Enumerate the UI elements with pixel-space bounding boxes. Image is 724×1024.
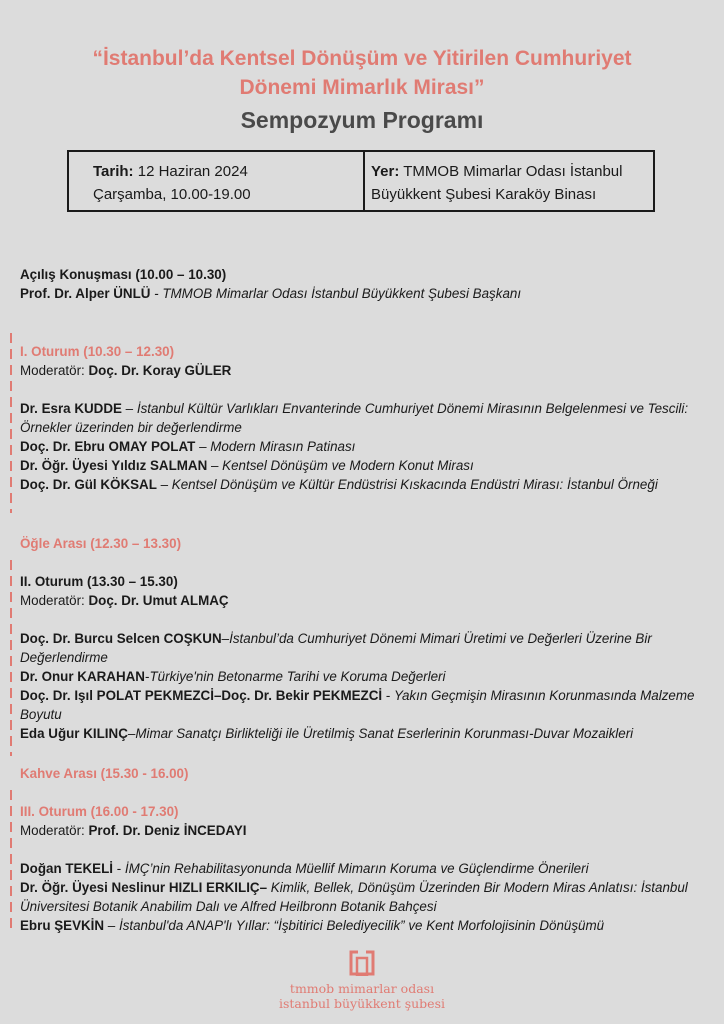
talk-item: Eda Uğur KILINÇ–Mimar Sanatçı Birlikteliği ile Üretilmiş Sanat Eserlerinin Korunması-Duvar Mozaikleri	[20, 726, 634, 741]
symposium-title: “İstanbul’da Kentsel Dönüşüm ve Yitirilen Cumhuriyet Dönemi Mimarlık Mirası”	[92, 47, 632, 99]
talk-item: Dr. Esra KUDDE – İstanbul Kültür Varlıkları Envanterinde Cumhuriyet Dönemi Mirasının Belgelenmesi ve Tescili: Örnekler üzerinden bir değerlendirme	[20, 401, 689, 435]
date-cell: Tarih: 12 Haziran 2024 Çarşamba, 10.00-19.00	[69, 152, 365, 210]
footer-logo: tmmob mimarlar odası istanbul büyükkent şubesi	[0, 950, 724, 1011]
place-cell: Yer: TMMOB Mimarlar Odası İstanbul Büyükkent Şubesi Karaköy Binası	[371, 163, 623, 203]
session1: I. Oturum (10.30 – 12.30) Moderatör: Doç. Dr. Koray GÜLER Dr. Esra KUDDE – İstanbul Kültür Varlıkları Envanterinde Cumhuriyet Dönemi Mirasının Belgelenmesi ve Tescili: Örnekler üzerinden bir değerlendirme Doç. Dr. Ebru OMAY POLAT – Modern Mirasın Patinası Dr. Öğr. Üyesi Yıldız SALMAN – Kentsel Dönüşüm ve Modern Konut Mirası Doç. Dr. Gül KÖKSAL – Kentsel Dönüşüm ve Kültür Endüstrisi Kıskacında Endüstri Mirası: İstanbul Örneği	[20, 342, 710, 494]
opening-heading: Açılış Konuşması (10.00 – 10.30)	[20, 267, 227, 282]
page-subtitle: Sempozyum Programı	[240, 107, 484, 133]
talk-item: Doç. Dr. Gül KÖKSAL – Kentsel Dönüşüm ve Kültür Endüstrisi Kıskacında Endüstri Mirası: İstanbul Örneği	[20, 477, 658, 492]
opening-section: Açılış Konuşması (10.00 – 10.30) Prof. Dr. Alper ÜNLÜ - TMMOB Mimarlar Odası İstanbul Büyükkent Şubesi Başkanı	[20, 267, 522, 301]
session3: III. Oturum (16.00 - 17.30) Moderatör: Prof. Dr. Deniz İNCEDAYI Doğan TEKELİ - İMÇ’nin Rehabilitasyonunda Müellif Mimarın Koruma ve Güçlendirme Önerileri Dr. Öğr. Üyesi Neslinur HIZLI ERKILIÇ– Kimlik, Bellek, Dönüşüm Üzerinden Bir Modern Miras Anlatısı: İstanbul Üniversitesi Botanik Anabilim Dalı ve Alfred Heilbronn Botanik Bahçesi Ebru ŞEVKİN – İstanbul'da ANAP'lı Yıllar: “İşbitirici Belediyecilik” ve Kent Morfolojisinin Dönüşümü	[20, 802, 710, 935]
tmmob-logo-icon	[349, 950, 375, 976]
session3-divider	[10, 790, 12, 930]
session1-heading: I. Oturum (10.30 – 12.30)	[20, 344, 175, 359]
session2: II. Oturum (13.30 – 15.30) Moderatör: Doç. Dr. Umut ALMAÇ Doç. Dr. Burcu Selcen COŞKUN–İstanbul’da Cumhuriyet Dönemi Mimari Üretimi ve Değerleri Üzerine Bir Değerlendirme Dr. Onur KARAHAN-Türkiye'nin Betonarme Tarihi ve Koruma Değerleri Doç. Dr. Işıl POLAT PEKMEZCİ–Doç. Dr. Bekir PEKMEZCİ - Yakın Geçmişin Mirasının Korunmasında Malzeme Boyutu Eda Uğur KILINÇ–Mimar Sanatçı Birlikteliği ile Üretilmiş Sanat Eserlerinin Korunması-Duvar Mozaikleri	[20, 572, 710, 743]
talk-item: Doğan TEKELİ - İMÇ’nin Rehabilitasyonunda Müellif Mimarın Koruma ve Güçlendirme Önerileri	[20, 861, 589, 876]
session1-divider	[10, 333, 12, 513]
talk-item: Doç. Dr. Burcu Selcen COŞKUN–İstanbul’da Cumhuriyet Dönemi Mimari Üretimi ve Değerleri Üzerine Bir Değerlendirme	[20, 631, 652, 665]
coffee-break: Kahve Arası (15.30 - 16.00)	[20, 766, 189, 781]
talk-item: Dr. Onur KARAHAN-Türkiye'nin Betonarme Tarihi ve Koruma Değerleri	[20, 669, 446, 684]
talk-item: Dr. Öğr. Üyesi Neslinur HIZLI ERKILIÇ– Kimlik, Bellek, Dönüşüm Üzerinden Bir Modern Miras Anlatısı: İstanbul Üniversitesi Botanik Anabilim Dalı ve Alfred Heilbronn Botanik Bahçesi	[20, 880, 688, 914]
info-box	[67, 150, 655, 212]
talk-item: Ebru ŞEVKİN – İstanbul'da ANAP'lı Yıllar: “İşbitirici Belediyecilik” ve Kent Morfolojisinin Dönüşümü	[20, 918, 605, 933]
talk-item: Doç. Dr. Ebru OMAY POLAT – Modern Mirasın Patinası	[20, 439, 356, 454]
talk-item: Dr. Öğr. Üyesi Yıldız SALMAN – Kentsel Dönüşüm ve Modern Konut Mirası	[20, 458, 474, 473]
session3-heading: III. Oturum (16.00 - 17.30)	[20, 804, 179, 819]
session2-heading: II. Oturum (13.30 – 15.30)	[20, 574, 178, 589]
talk-item: Doç. Dr. Işıl POLAT PEKMEZCİ–Doç. Dr. Bekir PEKMEZCİ - Yakın Geçmişin Mirasının Korunmasında Malzeme Boyutu	[20, 688, 695, 722]
session2-divider	[10, 560, 12, 756]
lunch-break: Öğle Arası (12.30 – 13.30)	[20, 536, 182, 551]
